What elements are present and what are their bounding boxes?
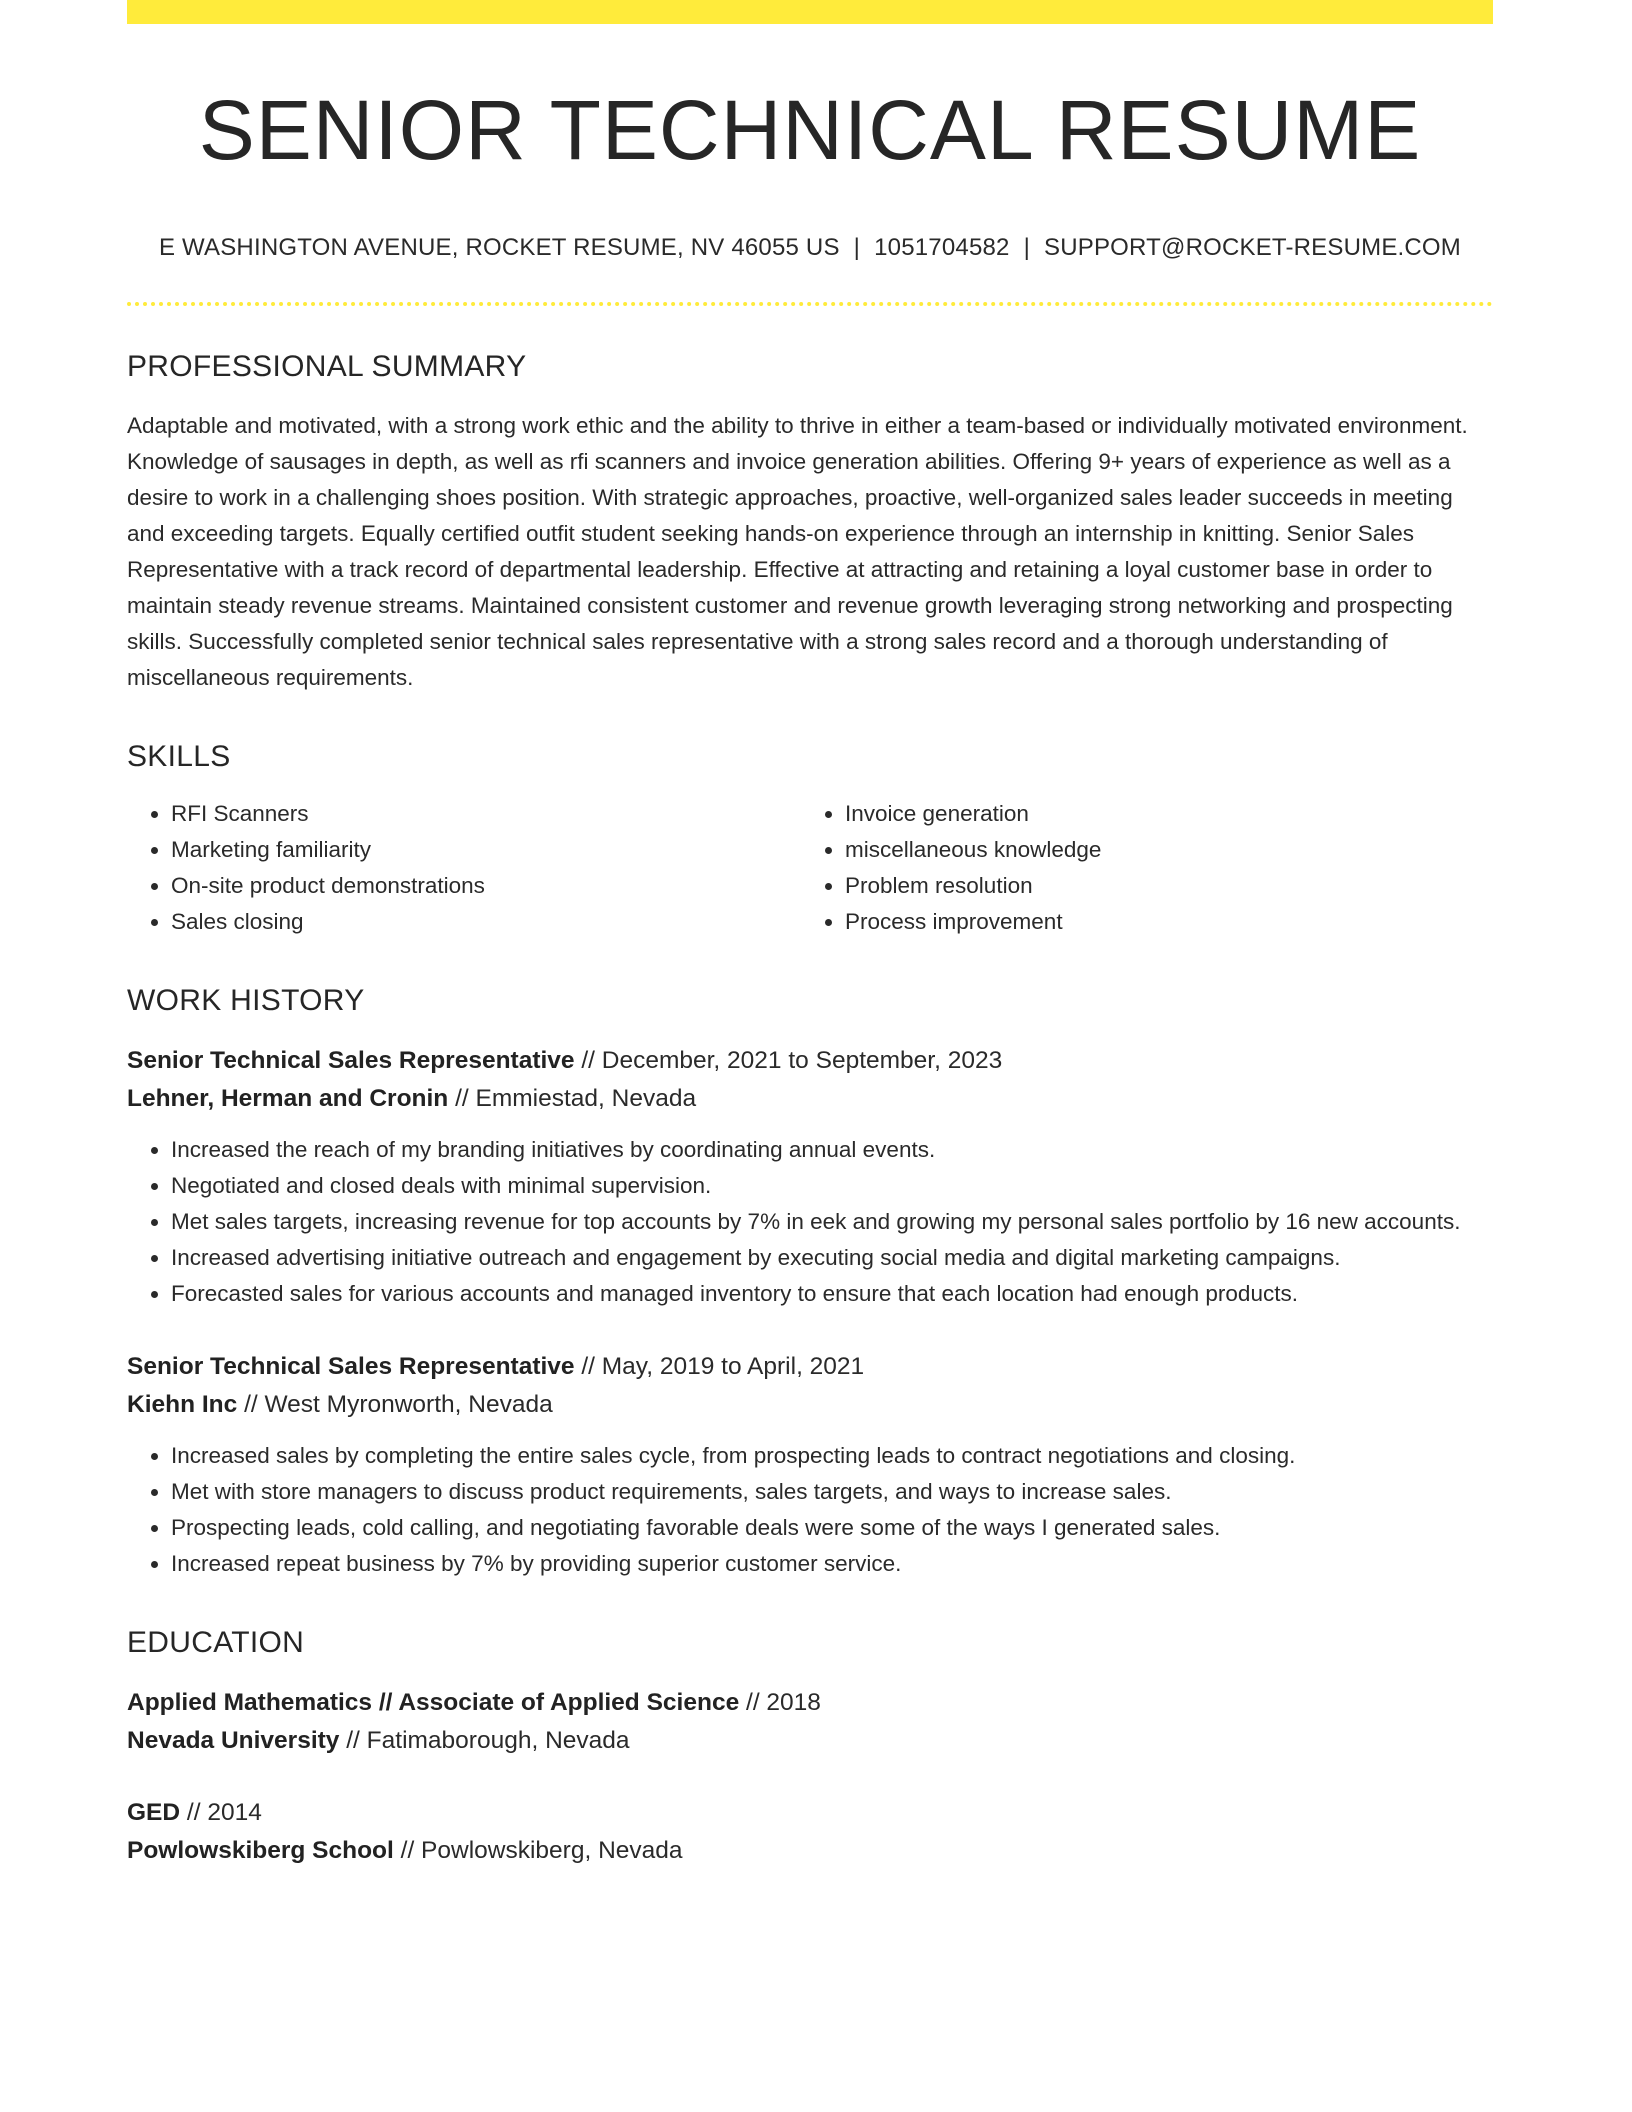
job-location: // Emmiestad, Nevada bbox=[448, 1085, 697, 1113]
education-degree: Applied Mathematics // Associate of Applied Science bbox=[127, 1689, 740, 1717]
page-title: SENIOR TECHNICAL RESUME bbox=[198, 83, 1422, 177]
job-dates: // December, 2021 to September, 2023 bbox=[574, 1047, 1003, 1075]
education-entry bbox=[127, 1794, 1493, 1870]
contact-email: SUPPORT@ROCKET-RESUME.COM bbox=[1044, 234, 1461, 262]
contact-line bbox=[127, 234, 1493, 262]
job-location: // West Myronworth, Nevada bbox=[237, 1391, 553, 1419]
job-title: Senior Technical Sales Representative bbox=[127, 1353, 575, 1381]
skill-item: • Invoice generation bbox=[845, 796, 1475, 832]
education-degree-line bbox=[127, 1794, 1493, 1832]
skill-item: • Problem resolution bbox=[845, 868, 1475, 904]
job-title-line bbox=[127, 1042, 1493, 1080]
education-school-line bbox=[127, 1832, 1493, 1870]
job-bullet: • Increased advertising initiative outreach and engagement by executing social media and digital marketing campaigns. bbox=[171, 1240, 1493, 1276]
education-degree-line bbox=[127, 1684, 1493, 1722]
skills-list-right bbox=[801, 796, 1475, 940]
job-bullet: • Met sales targets, increasing revenue for top accounts by 7% in eek and growing my personal sales portfolio by 16 new accounts. bbox=[171, 1204, 1493, 1240]
skills-heading: SKILLS bbox=[127, 740, 231, 774]
job-company: Lehner, Herman and Cronin bbox=[127, 1085, 449, 1113]
education-location: // Powlowskiberg, Nevada bbox=[393, 1837, 683, 1865]
education-degree: GED bbox=[127, 1799, 181, 1827]
education-year: // 2014 bbox=[180, 1799, 262, 1827]
job-title: Senior Technical Sales Representative bbox=[127, 1047, 575, 1075]
job-bullet: • Increased repeat business by 7% by providing superior customer service. bbox=[171, 1546, 1493, 1582]
contact-address: E WASHINGTON AVENUE, ROCKET RESUME, NV 46055 US bbox=[158, 234, 840, 262]
job-bullets bbox=[127, 1132, 1493, 1312]
education-school: Nevada University bbox=[127, 1727, 340, 1755]
summary-heading: PROFESSIONAL SUMMARY bbox=[127, 350, 527, 384]
skills-list-left bbox=[127, 796, 801, 940]
job-bullet: • Met with store managers to discuss product requirements, sales targets, and ways to increase sales. bbox=[171, 1474, 1493, 1510]
job-bullet: • Increased the reach of my branding initiatives by coordinating annual events. bbox=[171, 1132, 1493, 1168]
job-bullets bbox=[127, 1438, 1493, 1582]
skills-column-right bbox=[801, 796, 1475, 940]
job-entry bbox=[127, 1348, 1493, 1582]
dotted-divider bbox=[127, 302, 1493, 306]
summary-text: Adaptable and motivated, with a strong work ethic and the ability to thrive in either a team-based or individually motivated environment. Knowledge of sausages in depth, as well as rfi scanners and invoice generation abilities. Offering 9+ years of experience as well as a desire to work in a challenging shoes position. With strategic approaches, proactive, well-organized sales leader succeeds in meeting and exceeding targets. Equally certified outfit student seeking hands-on experience through an internship in knitting. Senior Sales Representative with a track record of departmental leadership. Effective at attracting and retaining a loyal customer base in order to maintain steady revenue streams. Maintained consistent customer and revenue growth leveraging strong networking and prospecting skills. Successfully completed senior technical sales representative with a strong sales record and a thorough understanding of miscellaneous requirements. bbox=[127, 413, 1468, 691]
job-company-line bbox=[127, 1386, 1493, 1424]
skills-grid bbox=[127, 796, 1493, 940]
work-history-heading: WORK HISTORY bbox=[127, 984, 365, 1018]
summary-section bbox=[127, 350, 1493, 696]
contact-phone: 1051704582 bbox=[874, 234, 1010, 262]
accent-top-bar bbox=[127, 0, 1493, 24]
education-section bbox=[127, 1626, 1493, 1870]
skills-column-left bbox=[127, 796, 801, 940]
contact-separator: | bbox=[853, 234, 861, 262]
education-school-line bbox=[127, 1722, 1493, 1760]
skill-item: • miscellaneous knowledge bbox=[845, 832, 1475, 868]
job-bullet: • Prospecting leads, cold calling, and negotiating favorable deals were some of the ways I generated sales. bbox=[171, 1510, 1493, 1546]
education-entry bbox=[127, 1684, 1493, 1760]
skill-item: • RFI Scanners bbox=[171, 796, 801, 832]
skill-item: • Process improvement bbox=[845, 904, 1475, 940]
job-bullet: • Forecasted sales for various accounts and managed inventory to ensure that each location had enough products. bbox=[171, 1276, 1493, 1312]
skills-section bbox=[127, 740, 1493, 940]
skill-item: • Sales closing bbox=[171, 904, 801, 940]
skill-item: • Marketing familiarity bbox=[171, 832, 801, 868]
job-entry bbox=[127, 1042, 1493, 1312]
education-year: // 2018 bbox=[739, 1689, 821, 1717]
work-history-section bbox=[127, 984, 1493, 1582]
resume-page bbox=[127, 0, 1493, 1870]
job-company: Kiehn Inc bbox=[127, 1391, 238, 1419]
education-heading: EDUCATION bbox=[127, 1626, 305, 1660]
skill-item: • On-site product demonstrations bbox=[171, 868, 801, 904]
job-bullet: • Increased sales by completing the entire sales cycle, from prospecting leads to contract negotiations and closing. bbox=[171, 1438, 1493, 1474]
contact-separator: | bbox=[1023, 234, 1031, 262]
education-location: // Fatimaborough, Nevada bbox=[339, 1727, 630, 1755]
job-bullet: • Negotiated and closed deals with minimal supervision. bbox=[171, 1168, 1493, 1204]
education-school: Powlowskiberg School bbox=[127, 1837, 394, 1865]
job-dates: // May, 2019 to April, 2021 bbox=[574, 1353, 865, 1381]
job-company-line bbox=[127, 1080, 1493, 1118]
job-title-line bbox=[127, 1348, 1493, 1386]
